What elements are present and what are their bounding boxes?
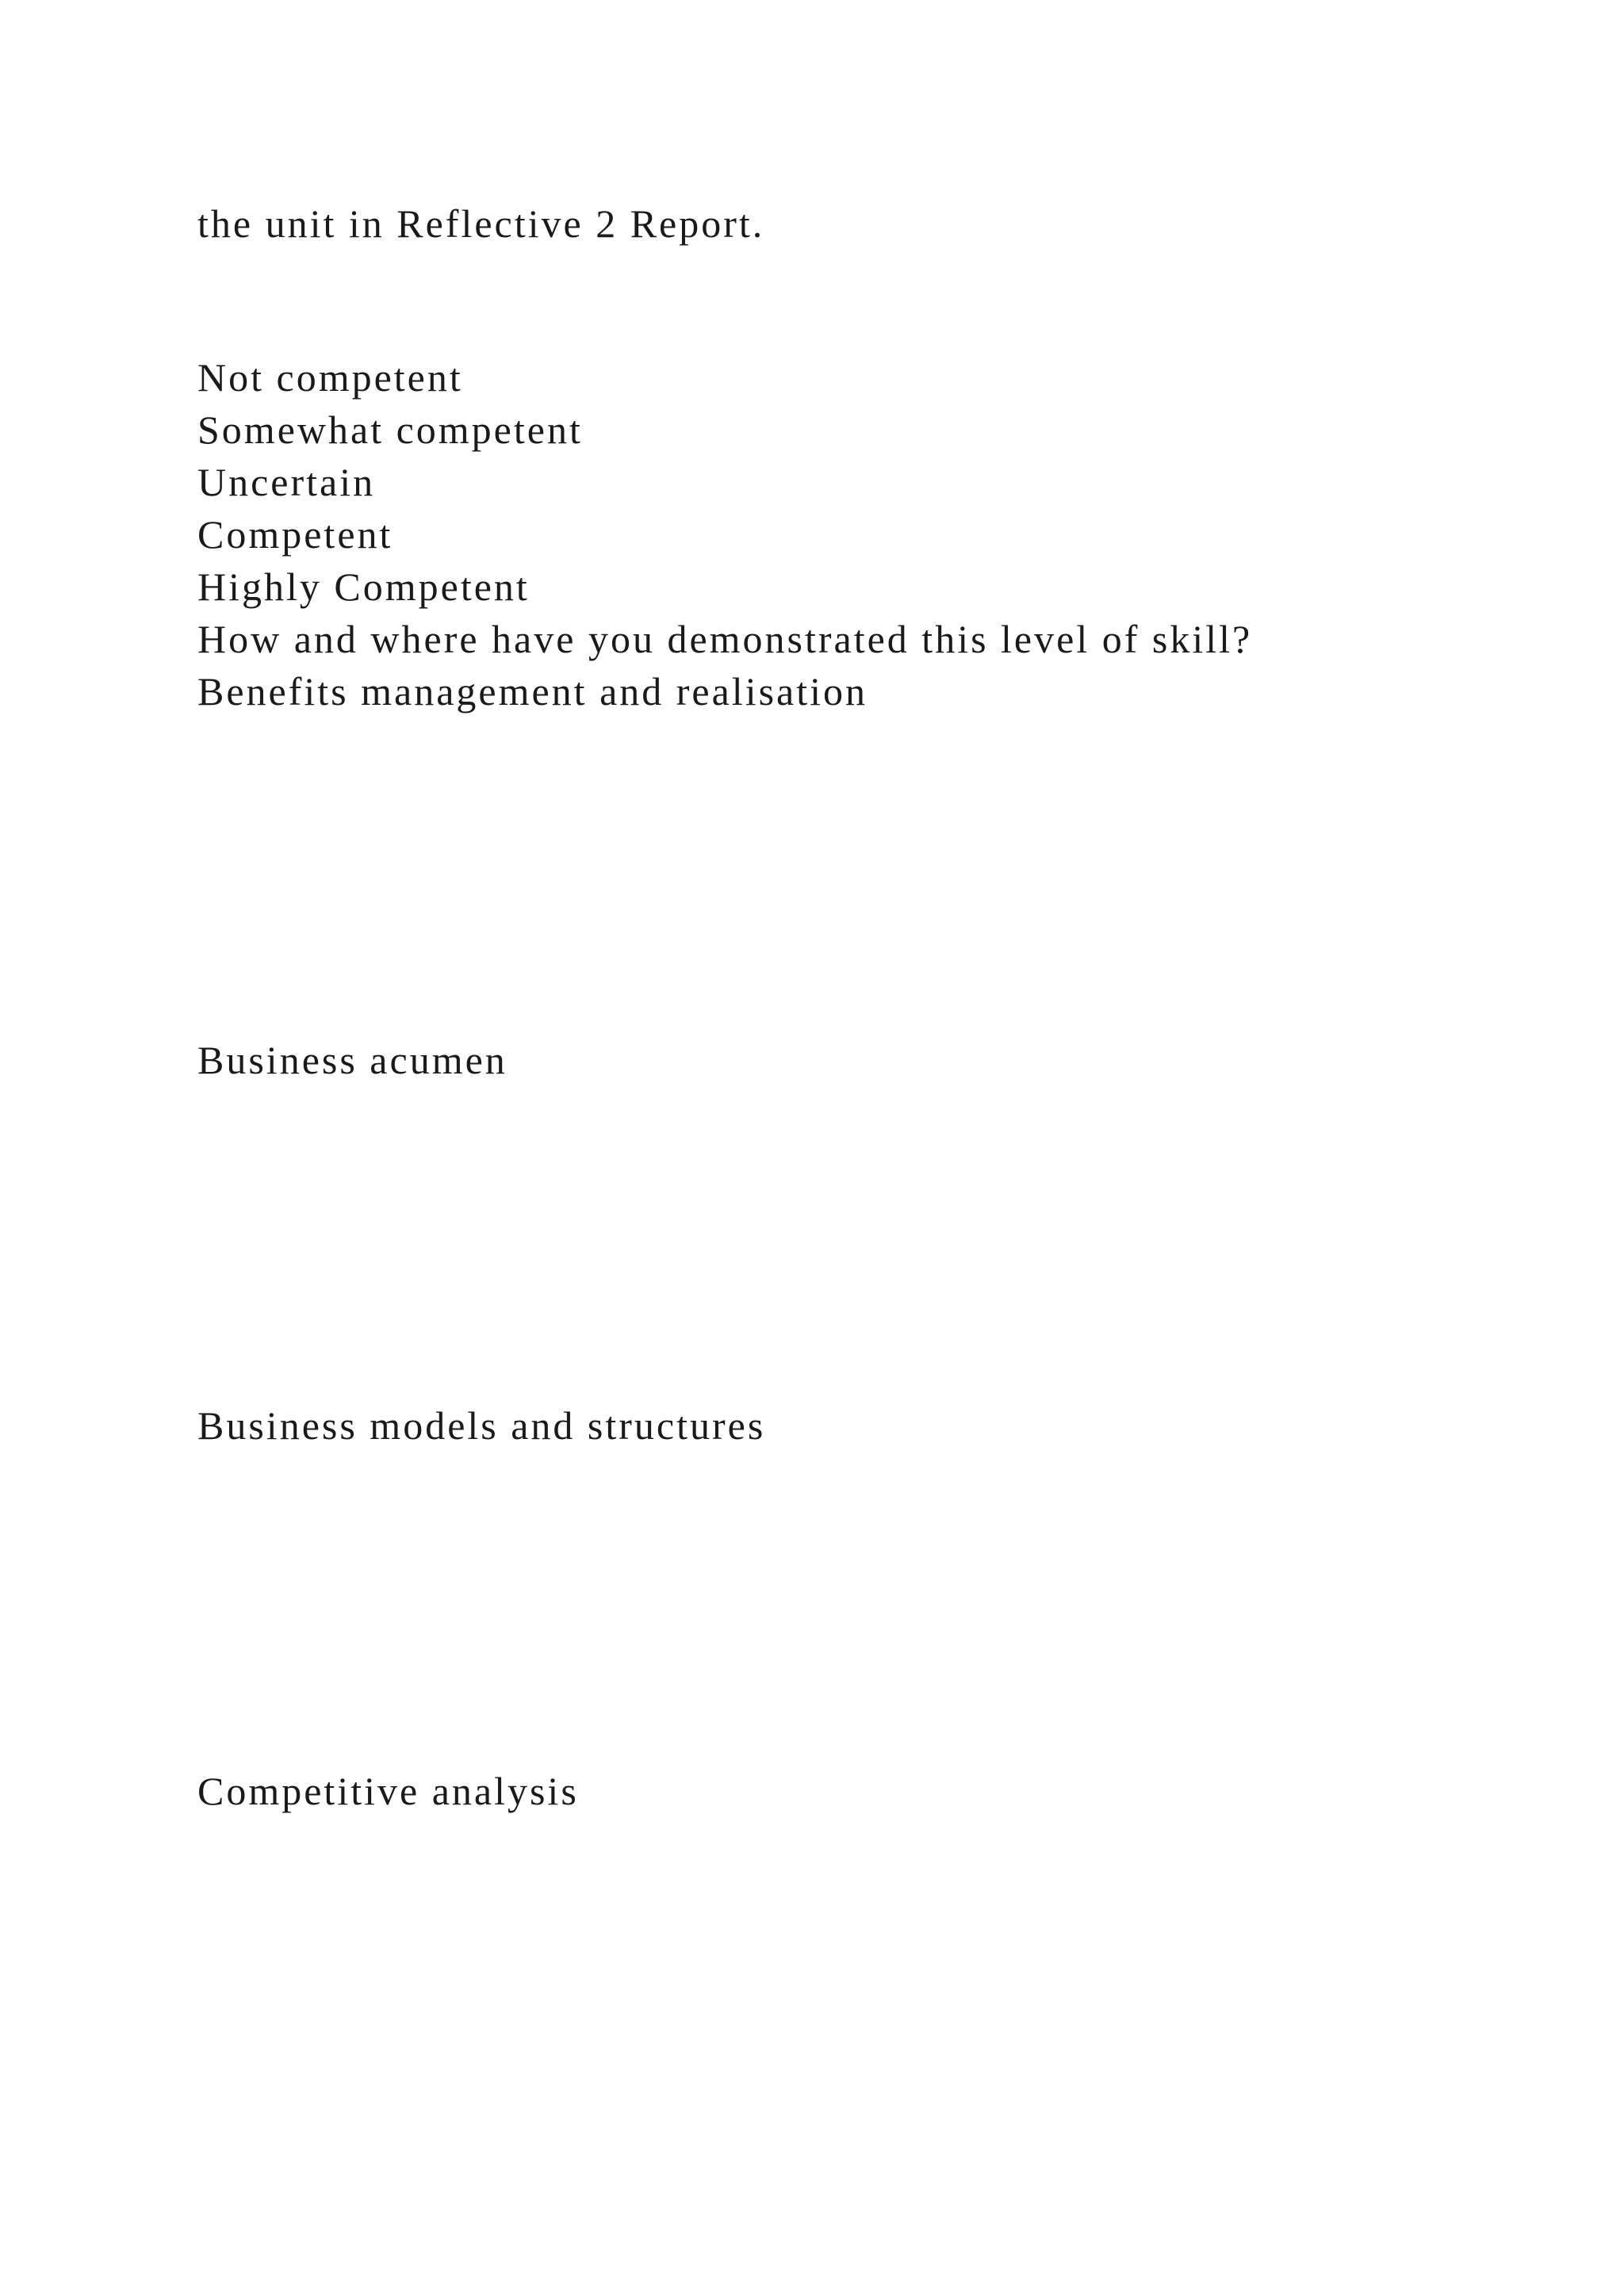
rating-scale-list bbox=[197, 351, 1252, 718]
skill-business-acumen: Business acumen bbox=[197, 1038, 508, 1082]
rating-option-uncertain: Uncertain bbox=[197, 460, 376, 504]
rating-option-competent: Competent bbox=[197, 512, 393, 557]
rating-option-somewhat-competent: Somewhat competent bbox=[197, 408, 583, 452]
rating-option-not-competent: Not competent bbox=[197, 355, 463, 400]
skill-benefits-management: Benefits management and realisation bbox=[197, 669, 868, 714]
skill-business-models: Business models and structures bbox=[197, 1403, 766, 1448]
skill-competitive-analysis: Competitive analysis bbox=[197, 1769, 579, 1813]
demonstration-question: How and where have you demonstrated this level of skill? bbox=[197, 617, 1253, 661]
rating-option-highly-competent: Highly Competent bbox=[197, 564, 530, 609]
intro-line: the unit in Reflective 2 Report. bbox=[197, 201, 765, 246]
